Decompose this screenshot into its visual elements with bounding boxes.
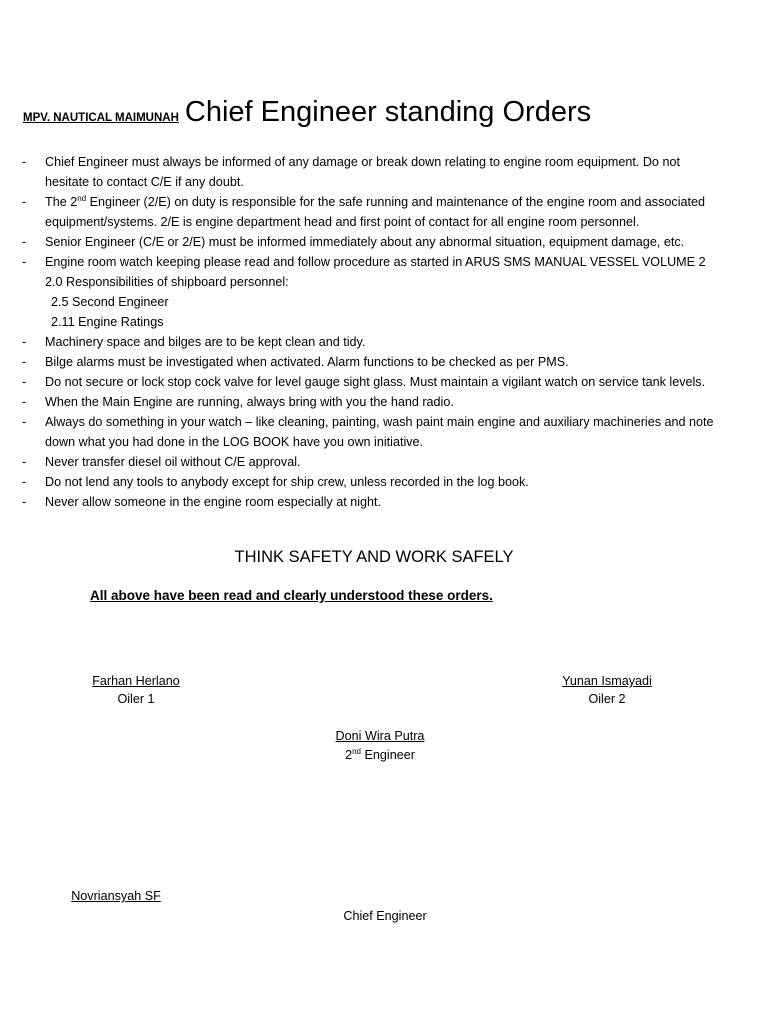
list-item (22, 192, 722, 232)
bullet-dash: - (22, 255, 27, 269)
order-text: Do not secure or lock stop cock valve for level gauge sight glass. Must maintain a vigilant watch on service tank levels. (45, 375, 706, 389)
bullet-dash: - (22, 355, 27, 369)
order-text: When the Main Engine are running, always bring with you the hand radio. (45, 395, 454, 409)
order-text: Chief Engineer must always be informed of any damage or break down relating to engine room equipment. Do not hesitate to contact C/E if any doubt. (45, 155, 680, 189)
order-text: Engineer (2/E) on duty is responsible for the safe running and maintenance of the engine room and associated equipment/systems. 2/E is engine department head and first point of contact for all engine room personnel. (45, 195, 706, 229)
signatory-role: Oiler 2 (588, 692, 626, 706)
signatory-name: Doni Wira Putra (335, 729, 425, 743)
order-text: Always do something in your watch – like cleaning, painting, wash paint main engine and auxiliary machineries and note down what you had done in the LOG BOOK have you own initiative. (45, 415, 714, 449)
order-text: Senior Engineer (C/E or 2/E) must be informed immediately about any abnormal situation, equipment damage, etc. (45, 235, 685, 249)
ordinal-suffix: nd (77, 193, 87, 203)
signature-oiler-1 (76, 672, 196, 708)
signature-second-engineer (310, 727, 450, 764)
ordinal-suffix: nd (352, 746, 361, 756)
list-item (22, 472, 722, 492)
list-item (22, 252, 722, 272)
list-item (22, 492, 722, 512)
list-item (22, 392, 722, 412)
page-title: Chief Engineer standing Orders (184, 96, 592, 128)
signature-oiler-2 (547, 672, 667, 708)
list-item (22, 352, 722, 372)
signatory-role: Chief Engineer (343, 909, 427, 923)
signatory-name: Yunan Ismayadi (562, 674, 652, 688)
signatory-name: Novriansyah SF (71, 889, 161, 903)
bullet-dash: - (22, 375, 27, 389)
acknowledgement-statement: All above have been read and clearly understood these orders. (90, 588, 493, 603)
signatory-role: Oiler 1 (117, 692, 155, 706)
order-text: Never transfer diesel oil without C/E approval. (45, 455, 301, 469)
signature-chief-engineer-role (325, 907, 445, 925)
bullet-dash: - (22, 155, 27, 169)
sub-item: 2.5 Second Engineer (51, 295, 169, 309)
list-item (22, 232, 722, 252)
bullet-dash: - (22, 475, 27, 489)
order-text: Bilge alarms must be investigated when activated. Alarm functions to be checked as per PMS. (45, 355, 569, 369)
bullet-dash: - (22, 415, 27, 429)
list-item (22, 372, 722, 392)
sub-item: 2.0 Responsibilities of shipboard personnel: (45, 275, 289, 289)
list-item (22, 452, 722, 472)
signatory-name: Farhan Herlano (92, 674, 180, 688)
bullet-dash: - (22, 235, 27, 249)
order-text: Never allow someone in the engine room especially at night. (45, 495, 382, 509)
signatory-role: 2nd Engineer (345, 746, 415, 762)
document-header (23, 96, 743, 129)
signature-chief-engineer-name (66, 887, 166, 905)
sub-item: 2.11 Engine Ratings (51, 315, 164, 329)
orders-list (22, 152, 722, 512)
list-item (22, 332, 722, 352)
order-text: Engine room watch keeping please read and follow procedure as started in ARUS SMS MANUAL VESSEL VOLUME 2 (45, 255, 706, 269)
bullet-dash: - (22, 395, 27, 409)
order-text: The 2 (45, 195, 78, 209)
list-item (22, 412, 722, 452)
bullet-dash: - (22, 335, 27, 349)
bullet-dash: - (22, 455, 27, 469)
bullet-dash: - (22, 495, 27, 509)
safety-slogan: THINK SAFETY AND WORK SAFELY (234, 548, 514, 566)
list-item (22, 152, 722, 192)
order-text: Machinery space and bilges are to be kept clean and tidy. (45, 335, 366, 349)
bullet-dash: - (22, 195, 27, 209)
vessel-name: MPV. NAUTICAL MAIMUNAH (23, 112, 179, 124)
order-text: Do not lend any tools to anybody except for ship crew, unless recorded in the log book. (45, 475, 529, 489)
